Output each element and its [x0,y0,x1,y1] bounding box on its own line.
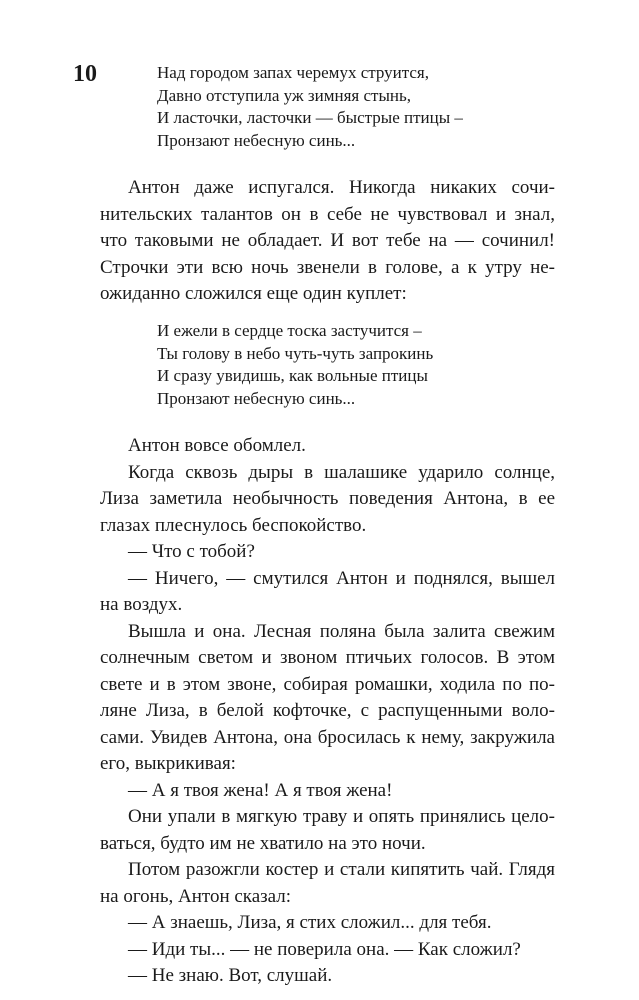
text-line: на воздух. [100,594,183,615]
text-line: ваться, будто им не хватило на это ночи. [100,832,426,854]
dialogue-line: — А я твоя жена! А я твоя жена! [128,779,393,801]
prose-paragraph-1 [100,175,555,308]
text-line: ожиданно сложился еще один куплет: [100,283,407,304]
dialogue-line: — Ничего, — смутился Антон и поднялся, вышел [128,567,555,589]
text-line: свете и в этом звоне, собирая ромашки, ходила по по- [100,673,555,695]
verse-line: Давно отступила уж зимняя стынь, [157,85,411,105]
dialogue-line: — Что с тобой? [128,541,255,562]
verse-line: И сразу увидишь, как вольные птицы [157,366,428,385]
text-line: Потом разожгли костер и стали кипятить чай. Глядя [128,859,555,880]
text-line: Строчки эти всю ночь звенели в голове, а к утру не- [100,256,555,278]
verse-line: Пронзают небесную синь... [157,388,356,408]
verse-line: Пронзают небесную синь... [157,130,356,150]
dialogue-line: — Иди ты... — не поверила она. — Как сложил? [128,938,521,960]
dialogue-line: — А знаешь, Лиза, я стих сложил... для тебя. [128,912,492,933]
verse-stanza-1 [157,62,463,152]
text-line: Антон вовсе обомлел. [128,435,306,456]
verse-line: Ты голову в небо чуть-чуть запрокинь [157,343,434,363]
dialogue-line: — Не знаю. Вот, слушай. [128,965,333,986]
text-line: нительских талантов он в себе не чувствовал и знал, [100,203,555,225]
text-line: Лиза заметила необычность поведения Антона, в ее [100,488,555,509]
text-line: глазах плеснулось беспокойство. [100,514,367,536]
text-line: на огонь, Антон сказал: [100,885,292,907]
text-line: Они упали в мягкую траву и опять принялись цело- [128,806,555,827]
text-line: солнечным светом и звоном птичьих голосов. В этом [100,647,555,668]
text-line: Антон даже испугался. Никогда никаких сочи- [128,177,555,198]
text-line: Когда сквозь дыры в шалашике ударило солнце, [128,461,555,483]
text-line: Вышла и она. Лесная поляна была залита свежим [128,620,555,642]
text-line: его, выкрикивая: [100,753,236,774]
text-line: сами. Увидев Антона, она бросилась к нему, закружила [100,726,555,748]
verse-line: И ласточки, ласточки — быстрые птицы – [157,108,463,127]
text-line: что таковыми не обладает. И вот тебе на — сочинил! [100,230,555,251]
prose-paragraph-2 [100,433,555,990]
verse-stanza-2 [157,320,433,410]
text-line: ляне Лиза, в белой кофточке, с распущенными воло- [100,700,555,721]
page-number: 10 [73,61,97,87]
verse-line: Над городом запах черемух струится, [157,63,429,82]
verse-line: И ежели в сердце тоска застучится – [157,321,422,340]
